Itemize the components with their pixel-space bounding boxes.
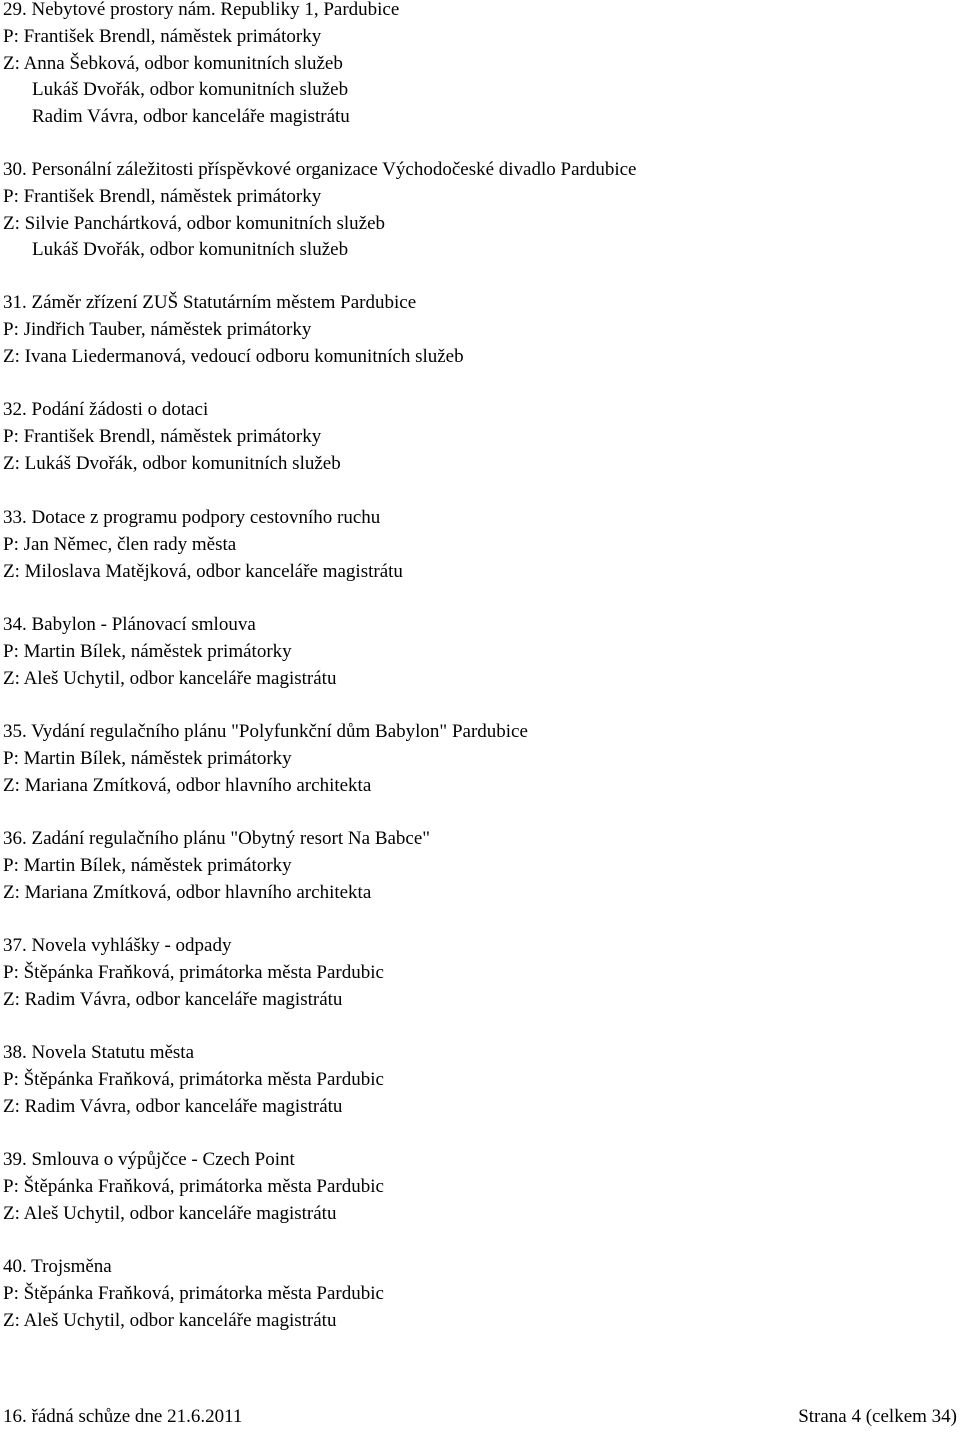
item-title: 32. Podání žádosti o dotaci (3, 399, 209, 420)
page-footer (3, 1403, 957, 1431)
item-title: 39. Smlouva o výpůjčce - Czech Point (3, 1149, 295, 1170)
agenda-item-37 (3, 933, 943, 1013)
agenda-item-30 (3, 157, 943, 264)
agenda-item-33 (3, 505, 943, 585)
item-processor-extra: Lukáš Dvořák, odbor komunitních služeb (32, 79, 349, 101)
agenda-item-38 (3, 1040, 943, 1120)
item-processor: Z: Lukáš Dvořák, odbor komunitních služeb (3, 452, 341, 474)
item-title: 30. Personální záležitosti příspěvkové organizace Východočeské divadlo Pardubice (3, 159, 637, 180)
item-responsible: P: Štěpánka Fraňková, primátorka města Pardubic (3, 1068, 384, 1090)
item-responsible: P: Jindřich Tauber, náměstek primátorky (3, 318, 312, 340)
item-responsible: P: Štěpánka Fraňková, primátorka města Pardubic (3, 1175, 384, 1197)
item-processor: Z: Mariana Zmítková, odbor hlavního architekta (3, 774, 372, 796)
item-processor: Z: Aleš Uchytil, odbor kanceláře magistrátu (3, 1309, 337, 1331)
item-responsible: P: Martin Bílek, náměstek primátorky (3, 747, 292, 769)
agenda-item-31 (3, 290, 943, 370)
item-responsible: P: Martin Bílek, náměstek primátorky (3, 854, 292, 876)
item-processor: Z: Mariana Zmítková, odbor hlavního architekta (3, 881, 372, 903)
item-processor: Z: Aleš Uchytil, odbor kanceláře magistrátu (3, 1202, 337, 1224)
item-processor: Z: Silvie Panchártková, odbor komunitních služeb (3, 212, 386, 234)
agenda-item-32 (3, 397, 943, 477)
agenda-item-35 (3, 719, 943, 799)
footer-meeting-date: 16. řádná schůze dne 21.6.2011 (3, 1406, 243, 1427)
item-title: 37. Novela vyhlášky - odpady (3, 935, 232, 956)
item-processor: Z: Miloslava Matějková, odbor kanceláře magistrátu (3, 560, 403, 582)
item-processor: Z: Radim Vávra, odbor kanceláře magistrátu (3, 988, 343, 1010)
item-responsible: P: Jan Němec, člen rady města (3, 533, 237, 555)
item-title: 35. Vydání regulačního plánu "Polyfunkční dům Babylon" Pardubice (3, 721, 528, 742)
item-responsible: P: František Brendl, náměstek primátorky (3, 25, 322, 47)
item-title: 31. Záměr zřízení ZUŠ Statutárním městem Pardubice (3, 292, 417, 313)
footer-page-number: Strana 4 (celkem 34) (798, 1406, 957, 1427)
item-processor-extra: Lukáš Dvořák, odbor komunitních služeb (32, 239, 349, 261)
item-title: 38. Novela Statutu města (3, 1042, 195, 1063)
agenda-item-40 (3, 1254, 943, 1334)
item-processor: Z: Anna Šebková, odbor komunitních služeb (3, 52, 343, 74)
item-title: 29. Nebytové prostory nám. Republiky 1, Pardubice (3, 0, 400, 20)
item-title: 33. Dotace z programu podpory cestovního ruchu (3, 507, 381, 528)
agenda-item-34 (3, 612, 943, 692)
item-processor: Z: Ivana Liedermanová, vedoucí odboru komunitních služeb (3, 345, 464, 367)
item-responsible: P: František Brendl, náměstek primátorky (3, 185, 322, 207)
agenda-item-36 (3, 826, 943, 906)
item-title: 40. Trojsměna (3, 1256, 112, 1277)
item-processor: Z: Radim Vávra, odbor kanceláře magistrátu (3, 1095, 343, 1117)
agenda-item-29 (3, 0, 943, 131)
item-title: 36. Zadání regulačního plánu "Obytný resort Na Babce" (3, 828, 431, 849)
item-responsible: P: Štěpánka Fraňková, primátorka města Pardubic (3, 1282, 384, 1304)
item-title: 34. Babylon - Plánovací smlouva (3, 614, 256, 635)
agenda-item-39 (3, 1147, 943, 1227)
item-responsible: P: Štěpánka Fraňková, primátorka města Pardubic (3, 961, 384, 983)
item-processor-extra: Radim Vávra, odbor kanceláře magistrátu (32, 106, 350, 128)
item-responsible: P: Martin Bílek, náměstek primátorky (3, 640, 292, 662)
item-responsible: P: František Brendl, náměstek primátorky (3, 425, 322, 447)
item-processor: Z: Aleš Uchytil, odbor kanceláře magistrátu (3, 667, 337, 689)
